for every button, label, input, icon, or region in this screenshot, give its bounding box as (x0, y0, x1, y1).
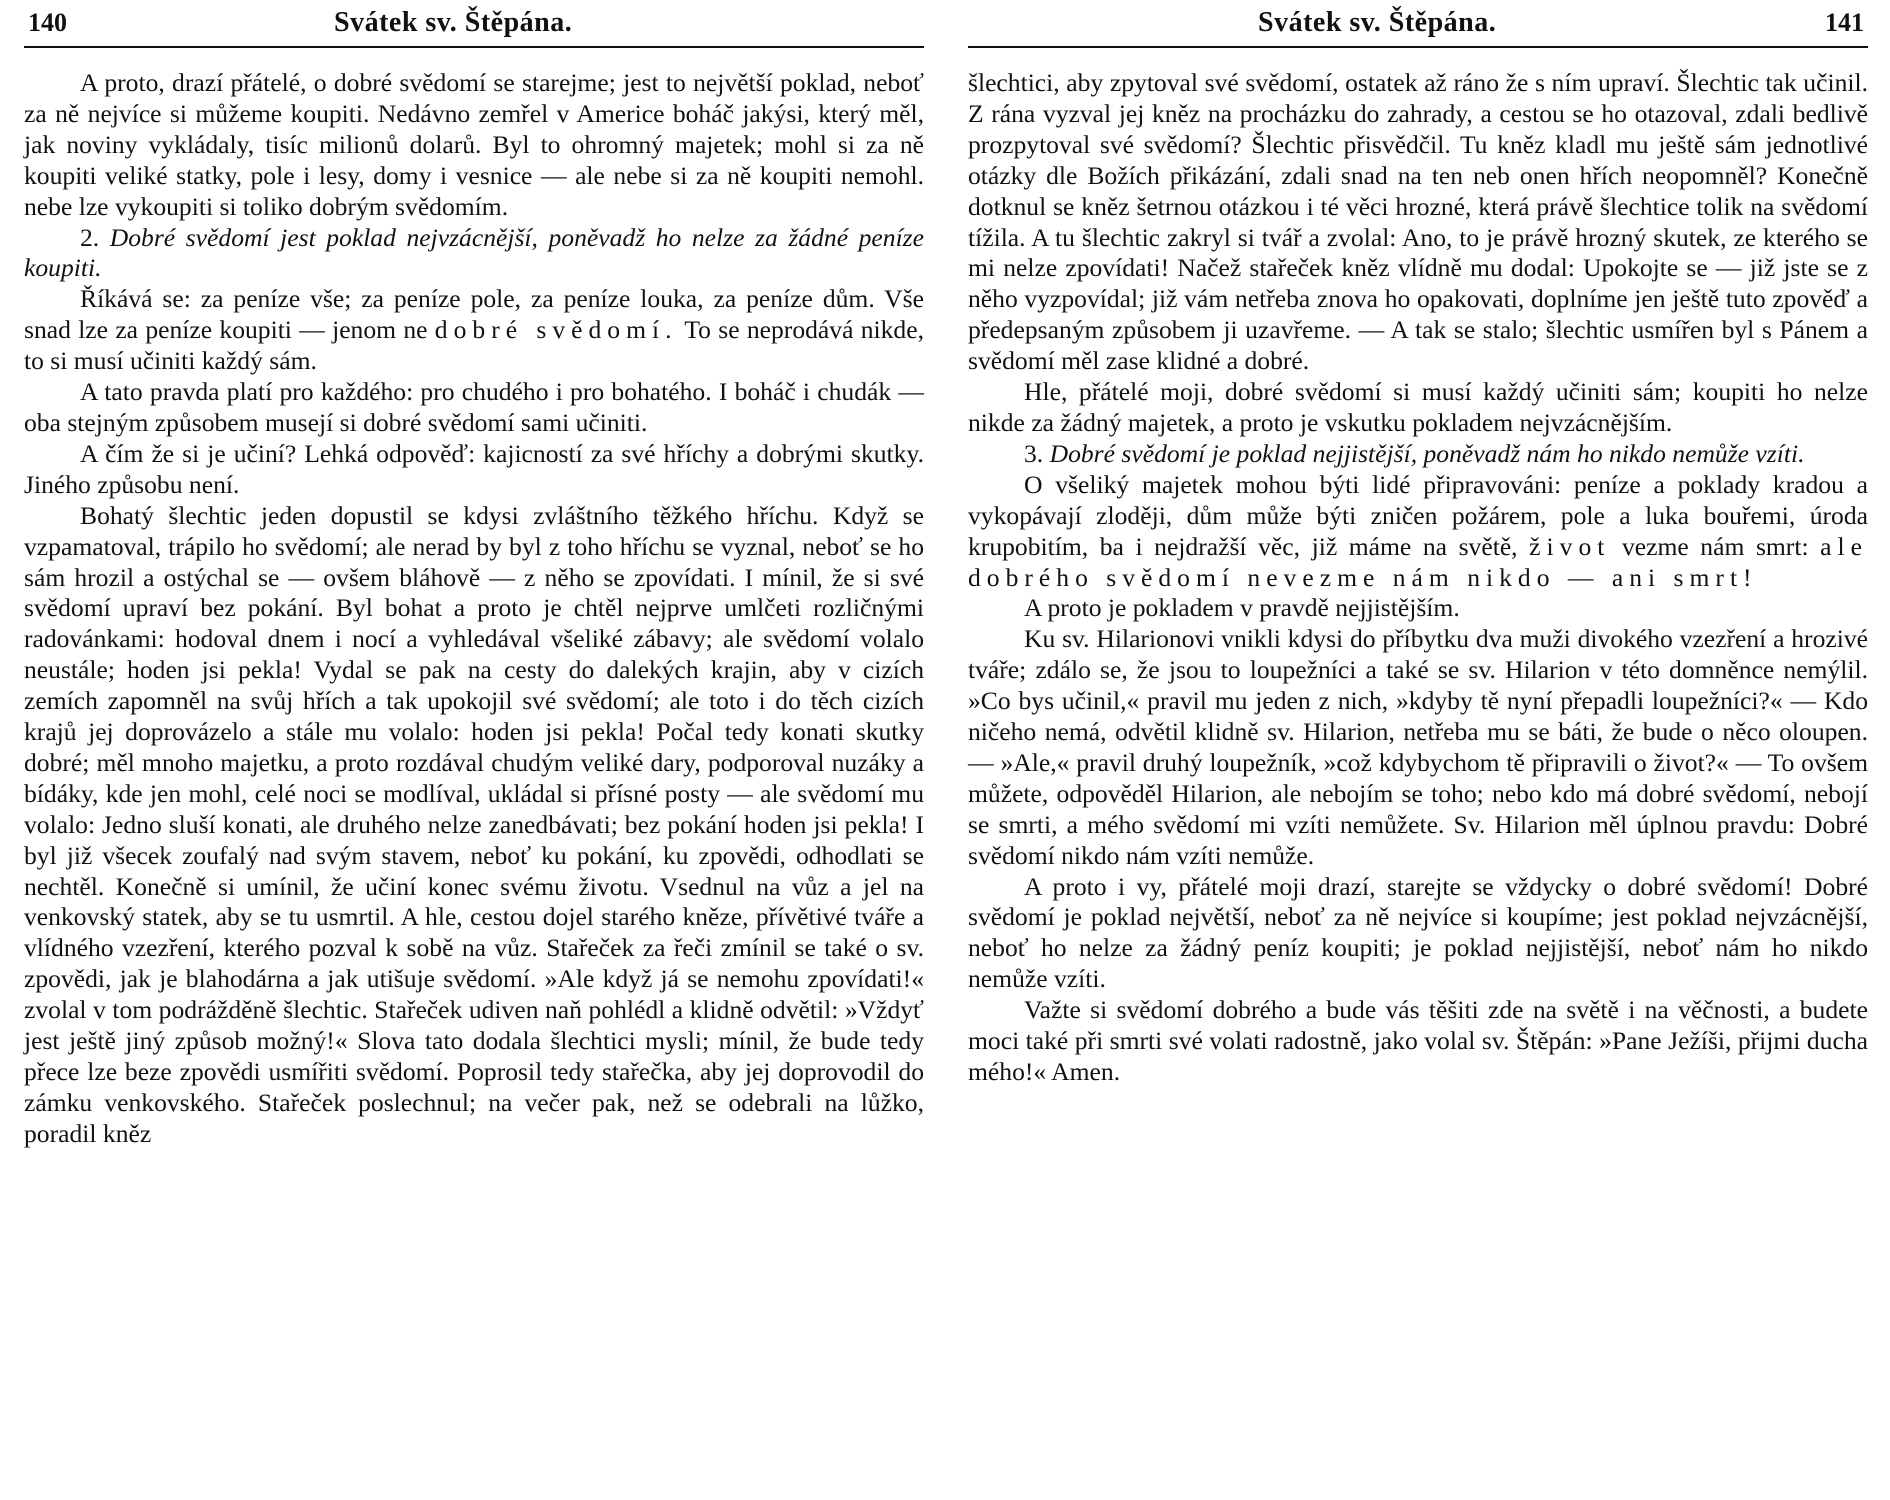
page-body (968, 68, 1868, 1088)
left-page (24, 0, 924, 1500)
paragraph (24, 284, 924, 377)
text-run: To se neprodává nikde, to si musí učiniti každý sám. (24, 315, 924, 376)
paragraph: A proto i vy, přátelé moji drazí, starejte se vždycky o dobré svědomí! Dobré svědomí je poklad největší, neboť za ně nejvíce si koupíme; jest poklad nejvzácnější, neboť ho nelze za žádný peníz koupiti; je poklad nejjistější, neboť nám ho nikdo nemůže vzíti. (968, 871, 1868, 994)
page-number: 141 (1825, 8, 1864, 37)
right-page (968, 0, 1868, 1500)
paragraph: Ku sv. Hilarionovi vnikli kdysi do příbytku dva muži divokého vzezření a hrozivé tváře; zdálo se, že jsou to loupežníci a také se sv. Hilarion v této domněnce nemýlil. »Co bys učinil,« pravil mu jeden z nich, »kdyby tě nyní přepadli loupežníci?« — Kdo ničeho nemá, odvětil klidně sv. Hilarion, netřeba mu se báti, že bude o něco oloupen. — »Ale,« pravil druhý loupežník, »což kdybychom tě připravili o život?« — To ovšem můžete, odpověděl Hilarion, ale nebojím se toho; nebo kdo má dobré svědomí, nebojí se smrti, a mého svědomí mi vzíti nemůžete. Sv. Hilarion měl úplnou pravdu: Dobré svědomí nikdo nám vzíti nemůže. (968, 624, 1868, 870)
paragraph: A tato pravda platí pro každého: pro chudého i pro bohatého. I boháč i chudák — oba stejným způsobem musejí si dobré svědomí sami učiniti. (24, 377, 924, 437)
text-run: Říkává se: za peníze vše; za peníze pole, za peníze louka, za peníze dům. Vše snad lze za peníze koupiti — jenom ne (24, 284, 924, 345)
section-number: 2. (80, 222, 100, 252)
paragraph (968, 470, 1868, 594)
text-run: vezme nám smrt: (1621, 531, 1809, 561)
emphasized-text: život (1529, 531, 1611, 561)
paragraph: šlechtici, aby zpytoval své svědomí, ostatek až ráno že s ním upraví. Šlechtic tak učinil. Z rána vyzval jej kněz na procházku do zahrady, a cestou se ho otazoval, zdali bedlivě prozpytoval své svědomí? Šlechtic přisvědčil. Tu kněz kladl mu ještě sám jednotlivé otázky dle Božích přikázání, zdali snad na ten neb onen hřích neopomněl? Konečně dotknul se kněz šetrnou otázkou i té věci hrozné, která právě šlechtice tolik na svědomí tížila. A tu šlechtic zakryl si tvář a zvolal: Ano, to je právě hrozný skutek, ze kterého se mi nelze zpovídati! Načež stařeček kněz vlídně mu dodal: Upokojte se — již jste se z něho vyzpovídal; již vám netřeba znova ho opakovati, doplníme jen ještě tuto zpověď a předepsaným způsobem ji uzavřeme. — A tak se stalo; šlechtic usmířen byl s Pánem a svědomí měl zase klidné a dobré. (968, 68, 1868, 376)
page-header (968, 0, 1868, 48)
paragraph: Bohatý šlechtic jeden dopustil se kdysi zvláštního těžkého hříchu. Když se vzpamatoval, trápilo ho svědomí; ale nerad by byl z toho hříchu se vyznal, neboť se ho sám hrozil a ostýchal se — ovšem bláhově — z něho se zpovídati. I mínil, že si své svědomí upraví bez pokání. Byl bohat a proto je chtěl nejprve umlčeti rozličnými radovánkami: hodoval dnem i nocí a vyhledával všeliké zábavy; ale svědomí volalo neustále; hoden jsi pekla! Vydal se pak na cesty do dalekých krajin, aby v cizích zemích zapomněl na svůj hřích a tak upokojil své svědomí; ale toto i do těch cizích krajů jej doprovázelo a stále mu volalo: hoden jsi pekla! Počal tedy konati skutky dobré; měl mnoho majetku, a proto rozdával chudým veliké dary, podporoval nuzáky a bídáky, kde jen mohl, celé noci se modlíval, ukládal si přísné posty — ale svědomí mu volalo: Jedno sluší konati, ale druhého nelze zanedbávati; bez pokání hoden jsi pekla! I byl již všecek zoufalý nad svým stavem, neboť ku pokání, ku zpovědi, odhodlati se nechtěl. Konečně si umínil, že učiní konec svému životu. Vsednul na vůz a jel na venkovský statek, aby se tu usmrtil. A hle, cestou dojel starého kněze, přívětivé tváře a vlídného vzezření, kterého pozval k sobě na vůz. Stařeček za řeči zmínil se také o sv. zpovědi, jak je blahodárna a jak utišuje svědomí. »Ale když já se nemohu zpovídati!« zvolal v tom podrážděně šlechtic. Stařeček udiven naň pohlédl a klidně odvětil: »Vždyť jest ještě jiný způsob možný!« Slova tato dodala šlechtici mysli; mínil, že bude tedy přece lze beze zpovědi usmířiti svědomí. Poprosil tedy stařečka, aby jej doprovodil do zámku venkovského. Stařeček poslechnul; na večer pak, než se odebrali na lůžko, poradil kněz (24, 500, 924, 1148)
running-title: Svátek sv. Štěpána. (334, 7, 573, 38)
paragraph: Važte si svědomí dobrého a bude vás těšiti zde na světě i na věčnosti, a budete moci také při smrti své volati radostně, jako volal sv. Štěpán: »Pane Ježíši, přijmi ducha mého!« Amen. (968, 995, 1868, 1086)
emphasized-text: dobré svědomí. (434, 315, 678, 345)
page-number: 140 (28, 8, 67, 37)
paragraph: Hle, přátelé moji, dobré svědomí si musí každý učiniti sám; koupiti ho nelze nikde za žádný majetek, a proto je vskutku pokladem nejvzácnějším. (968, 377, 1868, 437)
section-heading (24, 223, 924, 285)
text-run: O všeliký majetek mohou býti lidé připravováni: peníze a poklady kradou a vykopávají zloději, dům může býti zničen požárem, pole a luka bouřemi, úroda krupobitím, ba i nejdražší věc, již máme na světě, (968, 469, 1868, 561)
page-body (24, 68, 924, 1150)
paragraph: A čím že si je učiní? Lehká odpověď: kajicností za své hříchy a dobrými skutky. Jiného způsobu není. (24, 438, 924, 499)
paragraph: A proto, drazí přátelé, o dobré svědomí se starejme; jest to největší poklad, neboť za ně nejvíce si můžeme koupiti. Nedávno zemřel v Americe boháč jakýsi, který měl, jak noviny vykládaly, tisíc milionů dolarů. Byl to ohromný majetek; mohl si za ně koupiti veliké statky, pole i lesy, domy i vesnice — ale nebe si za ně koupiti nemohl. nebe lze vykoupiti si toliko dobrým svědomím. (24, 68, 924, 221)
section-number: 3. (1024, 438, 1044, 468)
emphasized-text: ale dobrého svědomí nevezme nám nikdo — ani smrt! (968, 531, 1868, 592)
section-title: Dobré svědomí je poklad nejjistější, poněvadž nám ho nikdo nemůže vzíti. (1049, 438, 1805, 468)
page-header (24, 0, 924, 48)
running-title: Svátek sv. Štěpána. (1258, 7, 1497, 38)
paragraph: A proto je pokladem v pravdě nejjistějším. (1024, 593, 1460, 623)
section-title: Dobré svědomí jest poklad nejvzácnější, poněvadž ho nelze za žádné peníze koupiti. (24, 222, 924, 283)
section-heading (968, 439, 1868, 470)
